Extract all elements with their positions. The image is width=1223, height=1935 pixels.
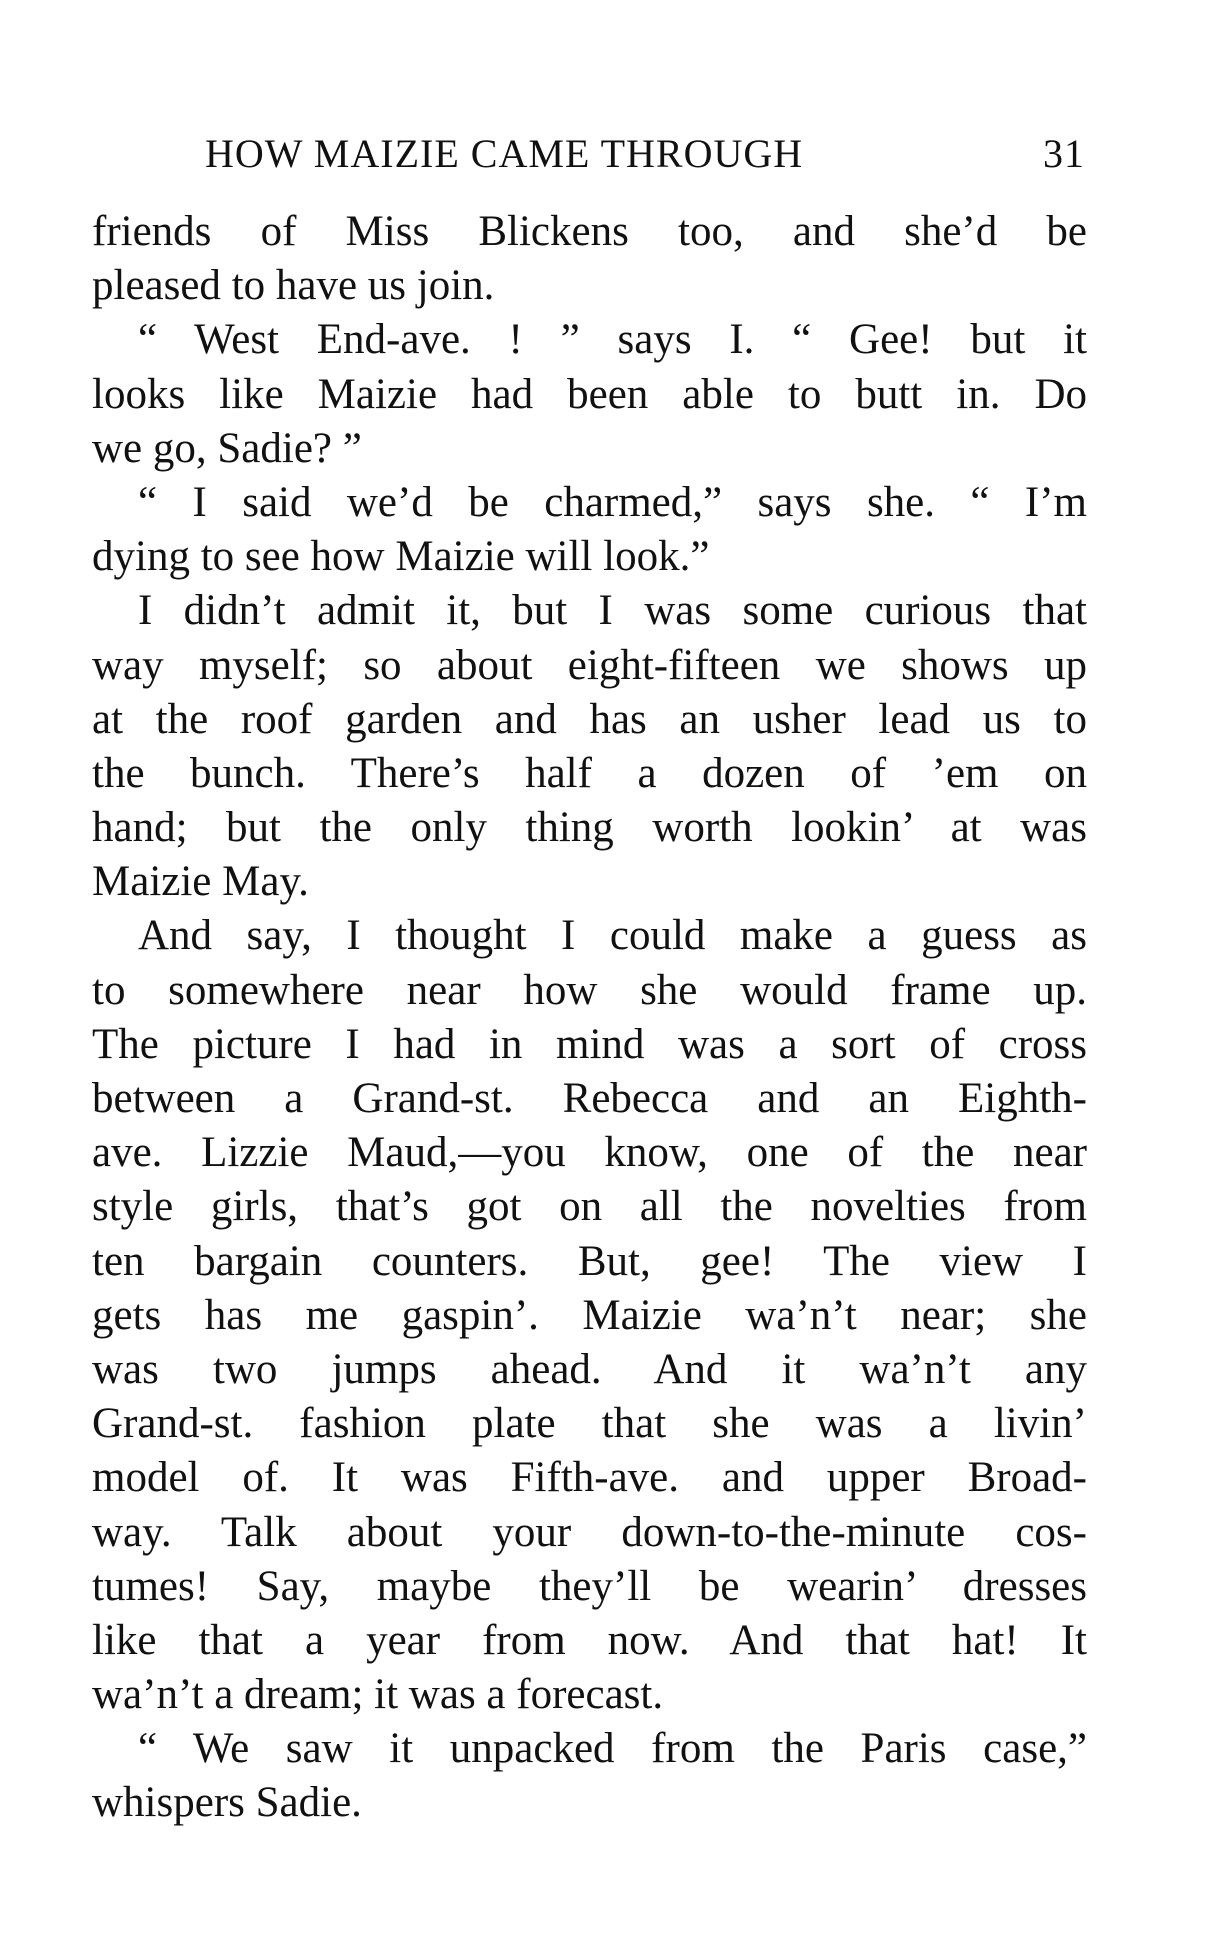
text-line: hand; but the only thing worth lookin’ at was <box>92 804 1087 852</box>
text-line: looks like Maizie had been able to butt in. Do <box>92 370 1087 418</box>
text-line: “ West End-ave. ! ” says I. “ Gee! but it <box>138 316 1087 364</box>
text-line: the bunch. There’s half a dozen of ’em on <box>92 749 1087 797</box>
text-line: like that a year from now. And that hat! It <box>92 1616 1087 1664</box>
text-line: we go, Sadie? ” <box>92 424 362 472</box>
text-line: whispers Sadie. <box>92 1779 362 1827</box>
text-line: ave. Lizzie Maud,—you know, one of the near <box>92 1129 1087 1177</box>
running-header <box>205 130 1085 180</box>
text-line: model of. It was Fifth-ave. and upper Broad- <box>92 1454 1087 1502</box>
text-line: to somewhere near how she would frame up. <box>92 966 1087 1014</box>
text-line: tumes! Say, maybe they’ll be wearin’ dresses <box>92 1562 1087 1610</box>
text-line: was two jumps ahead. And it wa’n’t any <box>92 1345 1087 1393</box>
text-line: between a Grand-st. Rebecca and an Eighth- <box>92 1075 1087 1122</box>
text-line: ten bargain counters. But, gee! The view I <box>92 1237 1087 1285</box>
text-line: way myself; so about eight-fifteen we shows up <box>92 641 1087 689</box>
chapter-title: HOW MAIZIE CAME THROUGH <box>205 131 804 176</box>
text-line: way. Talk about your down-to-the-minute cos- <box>92 1508 1087 1556</box>
text-line: “ I said we’d be charmed,” says she. “ I’m <box>138 478 1087 526</box>
page-number: 31 <box>1043 131 1085 176</box>
text-line: The picture I had in mind was a sort of cross <box>92 1020 1087 1068</box>
text-line: Maizie May. <box>92 858 309 906</box>
text-line: friends of Miss Blickens too, and she’d be <box>92 208 1087 255</box>
text-line: gets has me gaspin’. Maizie wa’n’t near; she <box>92 1291 1087 1339</box>
text-line: at the roof garden and has an usher lead us to <box>92 695 1087 743</box>
text-line: I didn’t admit it, but I was some curious that <box>138 587 1087 635</box>
text-line: style girls, that’s got on all the novelties from <box>92 1183 1087 1231</box>
text-line: “ We saw it unpacked from the Paris case,” <box>138 1725 1087 1773</box>
body-text <box>92 205 1087 1831</box>
text-line: dying to see how Maizie will look.” <box>92 533 710 581</box>
text-line: pleased to have us join. <box>92 262 495 310</box>
text-line: wa’n’t a dream; it was a forecast. <box>92 1671 664 1719</box>
text-line: And say, I thought I could make a guess as <box>138 912 1087 960</box>
text-line: Grand-st. fashion plate that she was a livin’ <box>92 1400 1087 1448</box>
